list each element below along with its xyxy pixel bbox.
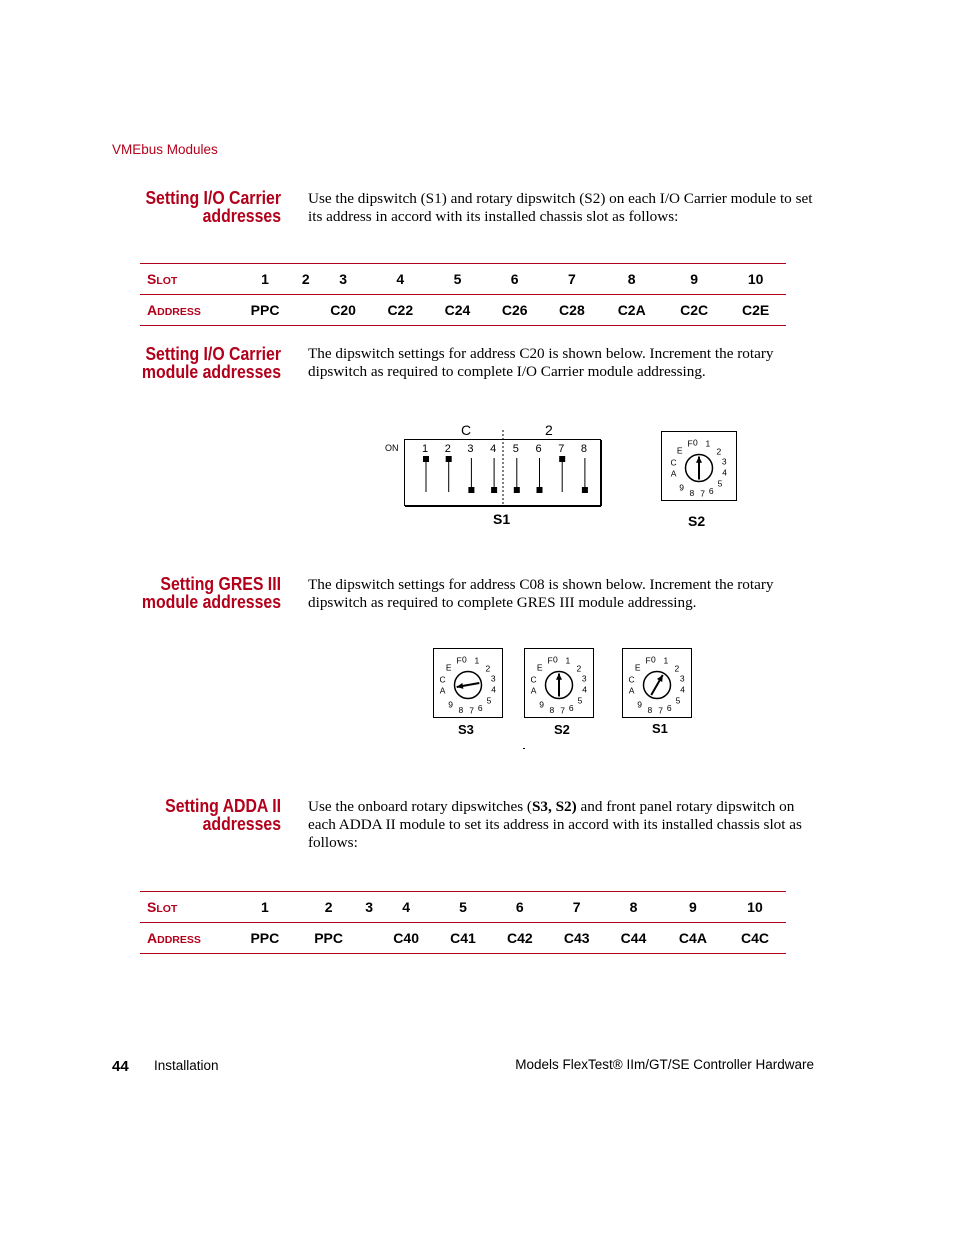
dial-digit: 7 [469,705,474,716]
dial-digit: 3 [490,673,496,684]
dial-digit: 4 [680,684,685,695]
running-head: VMEbus Modules [112,142,218,157]
table-cell: C28 [543,295,600,326]
dial-digit: 4 [491,684,496,695]
table-cell: C26 [486,295,543,326]
switch-number: 5 [512,443,519,455]
heading-line: Setting GRES III [160,574,281,594]
heading-line: Setting ADDA II [165,796,281,816]
dial-digit: 0 [651,654,656,665]
dial-digit: 2 [485,663,491,674]
dial-digit: 1 [474,655,480,666]
dip-switch-group [422,443,588,493]
dial-digit: 5 [717,478,723,489]
rotary-dial [662,432,737,501]
switch-number: 3 [467,443,474,455]
address-label [147,931,201,946]
table-cell: 10 [724,892,786,923]
section-body: The dipswitch settings for address C20 is shown below. Increment the rotary dipswitch as required to complete I/O Carrier module addressing. [308,345,774,380]
s2-label: S2 [554,722,570,737]
table-cell: C44 [605,923,662,954]
dial-digit: F [687,438,693,449]
dial-digit: 3 [721,456,727,467]
footer-chapter: Installation [154,1058,219,1073]
table-cell: C2A [601,295,663,326]
heading-line: Setting I/O Carrier [145,344,281,364]
rotary-dial [623,649,692,718]
table-cell: 2 [297,264,314,295]
table-cell: 1 [233,264,297,295]
table-cell: C40 [378,923,435,954]
dial-digit: 7 [700,488,705,499]
dial-digit: E [445,662,452,673]
dial-digit: C [530,674,537,685]
heading-line: Setting I/O Carrier [145,188,281,208]
dial-digit: 6 [477,702,483,713]
dial-digit: 8 [458,704,464,715]
dial-digit: 5 [675,695,681,706]
address-row [140,295,786,326]
dial-digit: F [547,655,553,666]
s3-label: S3 [458,722,474,737]
group-label-2: 2 [545,422,553,438]
dial-digit: 9 [637,699,642,710]
address-header [140,295,233,326]
slot-label [147,900,177,915]
table-cell: C22 [372,295,429,326]
table-cell: 6 [491,892,548,923]
dial-digit: A [628,685,635,696]
switch-knob [582,487,588,493]
dial-digit: E [536,662,543,673]
rotary-s3-figure [432,647,504,741]
dial-digit: 1 [565,655,571,666]
s1-label: S1 [493,511,511,527]
switch-number: 1 [422,443,429,455]
table-cell: 4 [372,264,429,295]
slot-row [140,892,786,923]
switch-knob [514,487,520,493]
dial-digit: 0 [462,654,467,665]
s1-label: S1 [652,721,668,736]
rotary-dial [525,649,594,718]
table-cell: 2 [297,892,361,923]
dial-digit: 6 [568,702,574,713]
table-cell: 6 [486,264,543,295]
section-heading-gres [105,575,281,611]
dial-digit: 8 [549,704,555,715]
section-body: The dipswitch settings for address C08 is shown below. Increment the rotary dipswitch as required to complete GRES III module addressing. [308,576,774,611]
io-carrier-address-table [140,263,786,326]
switch-number: 7 [558,443,565,455]
dial-digit: 7 [560,705,565,716]
dial-digit: 8 [689,487,695,498]
dial-digit: 4 [582,684,587,695]
dial-digit: A [439,685,446,696]
dial-digit: 1 [663,655,669,666]
switch-number: 6 [535,443,542,455]
rotary-s2-figure [660,430,740,532]
table-cell [360,923,377,954]
table-cell: C42 [491,923,548,954]
table-cell: 4 [378,892,435,923]
switch-knob [559,456,565,462]
dial-digit: C [628,674,635,685]
table-cell: C41 [435,923,492,954]
dial-digit: 8 [647,704,653,715]
dial-digit: E [676,445,683,456]
on-label: ON [385,443,399,453]
switch-number: 8 [580,443,588,455]
table-cell: C24 [429,295,486,326]
switch-knob [491,487,497,493]
slot-label [147,272,177,287]
address-header [140,923,233,954]
dial-digit: E [634,662,641,673]
dial-digit: C [439,674,446,685]
dial-digit: 3 [679,673,685,684]
dial-digit: 3 [581,673,587,684]
label-rest: DDRESS [157,306,201,318]
dial-digit: 9 [539,699,544,710]
stray-dot [523,748,525,749]
body-text-part: and front panel rotary dipswitch on each ADDA II module to set its address in accord with its installed chassis slot as follows: [308,798,802,851]
switch-number: 4 [490,443,497,455]
section-body [308,798,818,852]
dial-digit: 2 [674,663,680,674]
switch-knob [423,456,429,462]
table-cell: 8 [605,892,662,923]
section-body: Use the dipswitch (S1) and rotary dipswitch (S2) on each I/O Carrier module to set its address in accord with its installed chassis slot as follows: [308,190,813,225]
heading-line: addresses [202,814,281,834]
table-cell: C43 [548,923,605,954]
switch-knob [468,487,474,493]
dial-digit: 2 [716,446,722,457]
table-cell: 7 [548,892,605,923]
rotary-s2-gres-figure [523,647,595,741]
slot-header [140,892,233,923]
table-cell: PPC [297,923,361,954]
dial-digit: 9 [679,482,684,493]
dial-digit: 4 [722,467,727,478]
table-cell: PPC [233,923,297,954]
table-cell: C4A [662,923,724,954]
switch-knob [537,487,543,493]
s2-label: S2 [688,513,706,529]
footer-doc-title: Models FlexTest® IIm/GT/SE Controller Hardware [515,1057,814,1072]
section-heading-io-carrier-module [105,345,281,381]
table-cell: 5 [429,264,486,295]
table-cell [297,295,314,326]
dial-digit: F [456,655,462,666]
slot-header [140,264,233,295]
dial-digit: 6 [708,485,714,496]
table-cell: 1 [233,892,297,923]
address-row [140,923,786,954]
dial-digit: 1 [705,438,711,449]
group-label-c: C [461,422,472,438]
dial-digit: 2 [576,663,582,674]
heading-line: addresses [202,206,281,226]
dial-digit: 9 [448,699,453,710]
label-rest: LOT [156,275,178,287]
table-cell: 3 [314,264,371,295]
slot-row [140,264,786,295]
label-initial: S [147,271,157,287]
table-cell: 10 [725,264,786,295]
body-text-part: Use the onboard rotary dipswitches ( [308,798,532,815]
table-cell: C2E [725,295,786,326]
dial-digit: 6 [666,702,672,713]
dial-digit: F [645,655,651,666]
dial-digit: A [670,468,677,479]
adda-address-table [140,891,786,954]
section-heading-adda [105,797,281,833]
label-initial: A [147,930,158,946]
switch-knob [446,456,452,462]
label-initial: S [147,899,157,915]
dial-digit: 5 [486,695,492,706]
table-cell: C4C [724,923,786,954]
section-heading-io-carrier [105,189,281,225]
dial-digit: C [670,457,677,468]
table-cell: 9 [663,264,725,295]
table-cell: 9 [662,892,724,923]
table-cell: 5 [435,892,492,923]
table-cell: 3 [360,892,377,923]
dial-digit: 0 [553,654,558,665]
dial-digit: 0 [693,437,698,448]
heading-line: module addresses [141,592,281,612]
table-cell: C2C [663,295,725,326]
heading-line: module addresses [141,362,281,382]
page-number: 44 [112,1058,129,1075]
dial-digit: 5 [577,695,583,706]
address-label [147,303,201,318]
table-cell: 8 [601,264,663,295]
dial-digit: A [530,685,537,696]
table-cell: 7 [543,264,600,295]
table-cell: PPC [233,295,297,326]
label-rest: DDRESS [157,934,201,946]
dipswitch-s1-figure [380,420,610,530]
label-rest: LOT [156,903,178,915]
body-text-bold: S3, S2) [531,798,577,815]
label-initial: A [147,302,158,318]
rotary-dial [434,649,503,718]
rotary-s1-gres-figure [621,647,693,741]
switch-number: 2 [444,443,451,455]
table-cell: C20 [314,295,371,326]
dial-digit: 7 [658,705,663,716]
